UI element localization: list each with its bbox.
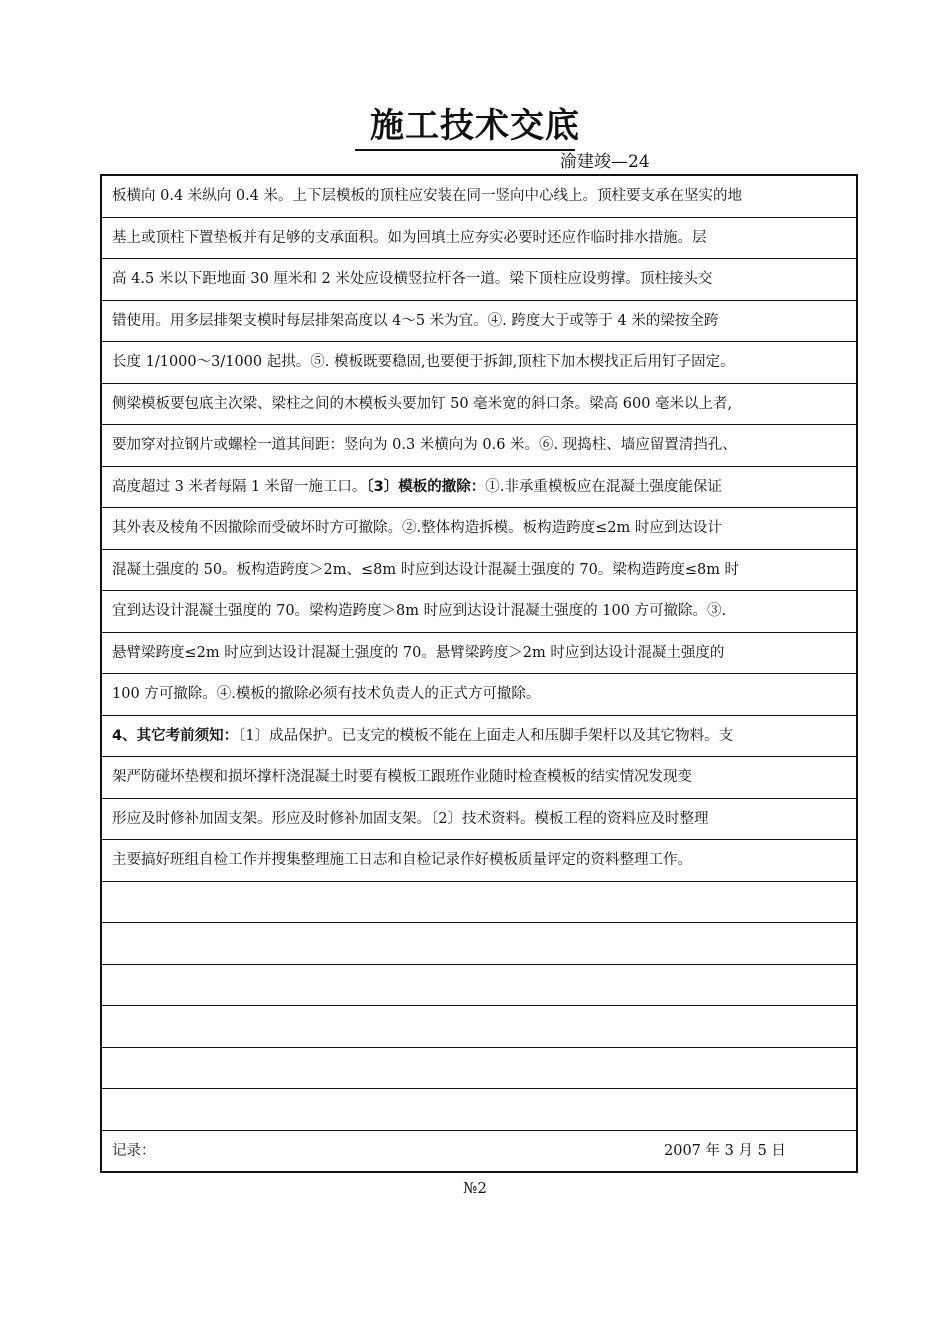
row-text: 高度超过 3 米者每隔 1 米留一施工口。 <box>112 478 367 495</box>
row-text: 100 方可撤除。④.模板的撤除必须有技术负责人的正式方可撤除。 <box>112 686 541 702</box>
document-number: 渝建竣—24 <box>560 152 650 172</box>
row-text: 要加穿对拉钢片或螺栓一道其间距：竖向为 0.3 米横向为 0.6 米。⑥. 现捣柱、墙应留置清挡孔、 <box>112 437 737 453</box>
record-date: 2007 年 3 月 5 日 <box>664 1142 786 1159</box>
empty-row <box>102 1048 856 1090</box>
table-row <box>102 467 856 509</box>
table-row <box>102 425 856 467</box>
section-heading-removal: 〔3〕模板的撤除： <box>366 478 486 495</box>
page-number: №2 <box>463 1179 487 1197</box>
table-row <box>102 757 856 799</box>
row-text: 基上或顶柱下置垫板并有足够的支承面积。如为回填土应夯实必要时还应作临时排水措施。层 <box>112 229 707 246</box>
empty-row <box>102 882 856 924</box>
row-text: 高 4.5 米以下距地面 30 厘米和 2 米处应设横竖拉杆各一道。梁下顶柱应设剪撑。顶柱接头交 <box>112 271 713 287</box>
row-text: 长度 1/1000～3/1000 起拱。⑤. 模板既要稳固,也要便于拆卸,顶柱下加木楔找正后用钉子固定。 <box>112 354 735 370</box>
table-row <box>102 840 856 882</box>
table-row <box>102 384 856 426</box>
table-row <box>102 259 856 301</box>
row-text: 其外表及棱角不因撤除而受破坏时方可撤除。②.整体构造拆模。板构造跨度≤2m 时应到达设计 <box>112 520 722 536</box>
section-heading-notes: 4、其它考前须知： <box>112 727 239 744</box>
empty-row <box>102 923 856 965</box>
document-title: 施工技术交底 <box>370 106 580 146</box>
table-row <box>102 799 856 841</box>
table-row <box>102 508 856 550</box>
row-text: 架严防碰坏垫楔和损坏撑杆浇混凝土时要有模板工跟班作业随时检查模板的结实情况发现变 <box>112 769 692 785</box>
record-row <box>102 1131 856 1172</box>
row-text: 主要搞好班组自检工作并搜集整理施工日志和自检记录作好模板质量评定的资料整理工作。 <box>112 852 692 868</box>
table-row <box>102 633 856 675</box>
table-row <box>102 176 856 218</box>
row-text: 〔1〕成品保护。已支完的模板不能在上面走人和压脚手架杆以及其它物料。支 <box>238 727 734 744</box>
table-row <box>102 716 856 758</box>
row-text: 错使用。用多层排架支模时每层排架高度以 4～5 米为宜。④. 跨度大于或等于 4 米的梁按全跨 <box>112 312 719 329</box>
table-row <box>102 550 856 592</box>
record-label: 记录： <box>112 1142 156 1159</box>
table-row <box>102 218 856 260</box>
empty-row <box>102 1089 856 1131</box>
table-row <box>102 591 856 633</box>
table-row <box>102 301 856 343</box>
title-underline <box>355 149 575 151</box>
row-text: 悬臂梁跨度≤2m 时应到达设计混凝土强度的 70。悬臂梁跨度＞2m 时应到达设计混凝土强度的 <box>112 644 725 661</box>
row-text: ①.非承重模板应在混凝土强度能保证 <box>485 478 722 495</box>
table-row <box>102 674 856 716</box>
row-text: 侧梁模板要包底主次梁、梁柱之间的木模板头要加钉 50 毫米宽的斜口条。梁高 600 毫米以上者, <box>112 395 733 412</box>
table-row <box>102 342 856 384</box>
empty-row <box>102 965 856 1007</box>
disclosure-table <box>100 174 858 1173</box>
row-text: 形应及时修补加固支架。形应及时修补加固支架。〔2〕技术资料。模板工程的资料应及时整理 <box>112 810 709 827</box>
empty-row <box>102 1006 856 1048</box>
row-text: 板横向 0.4 米纵向 0.4 米。上下层模板的顶柱应安装在同一竖向中心线上。顶柱要支承在坚实的地 <box>112 188 743 204</box>
row-text: 混凝土强度的 50。板构造跨度＞2m、≤8m 时应到达设计混凝土强度的 70。梁构造跨度≤8m 时 <box>112 561 740 578</box>
row-text: 宜到达设计混凝土强度的 70。梁构造跨度＞8m 时应到达设计混凝土强度的 100 方可撤除。③. <box>112 603 727 619</box>
